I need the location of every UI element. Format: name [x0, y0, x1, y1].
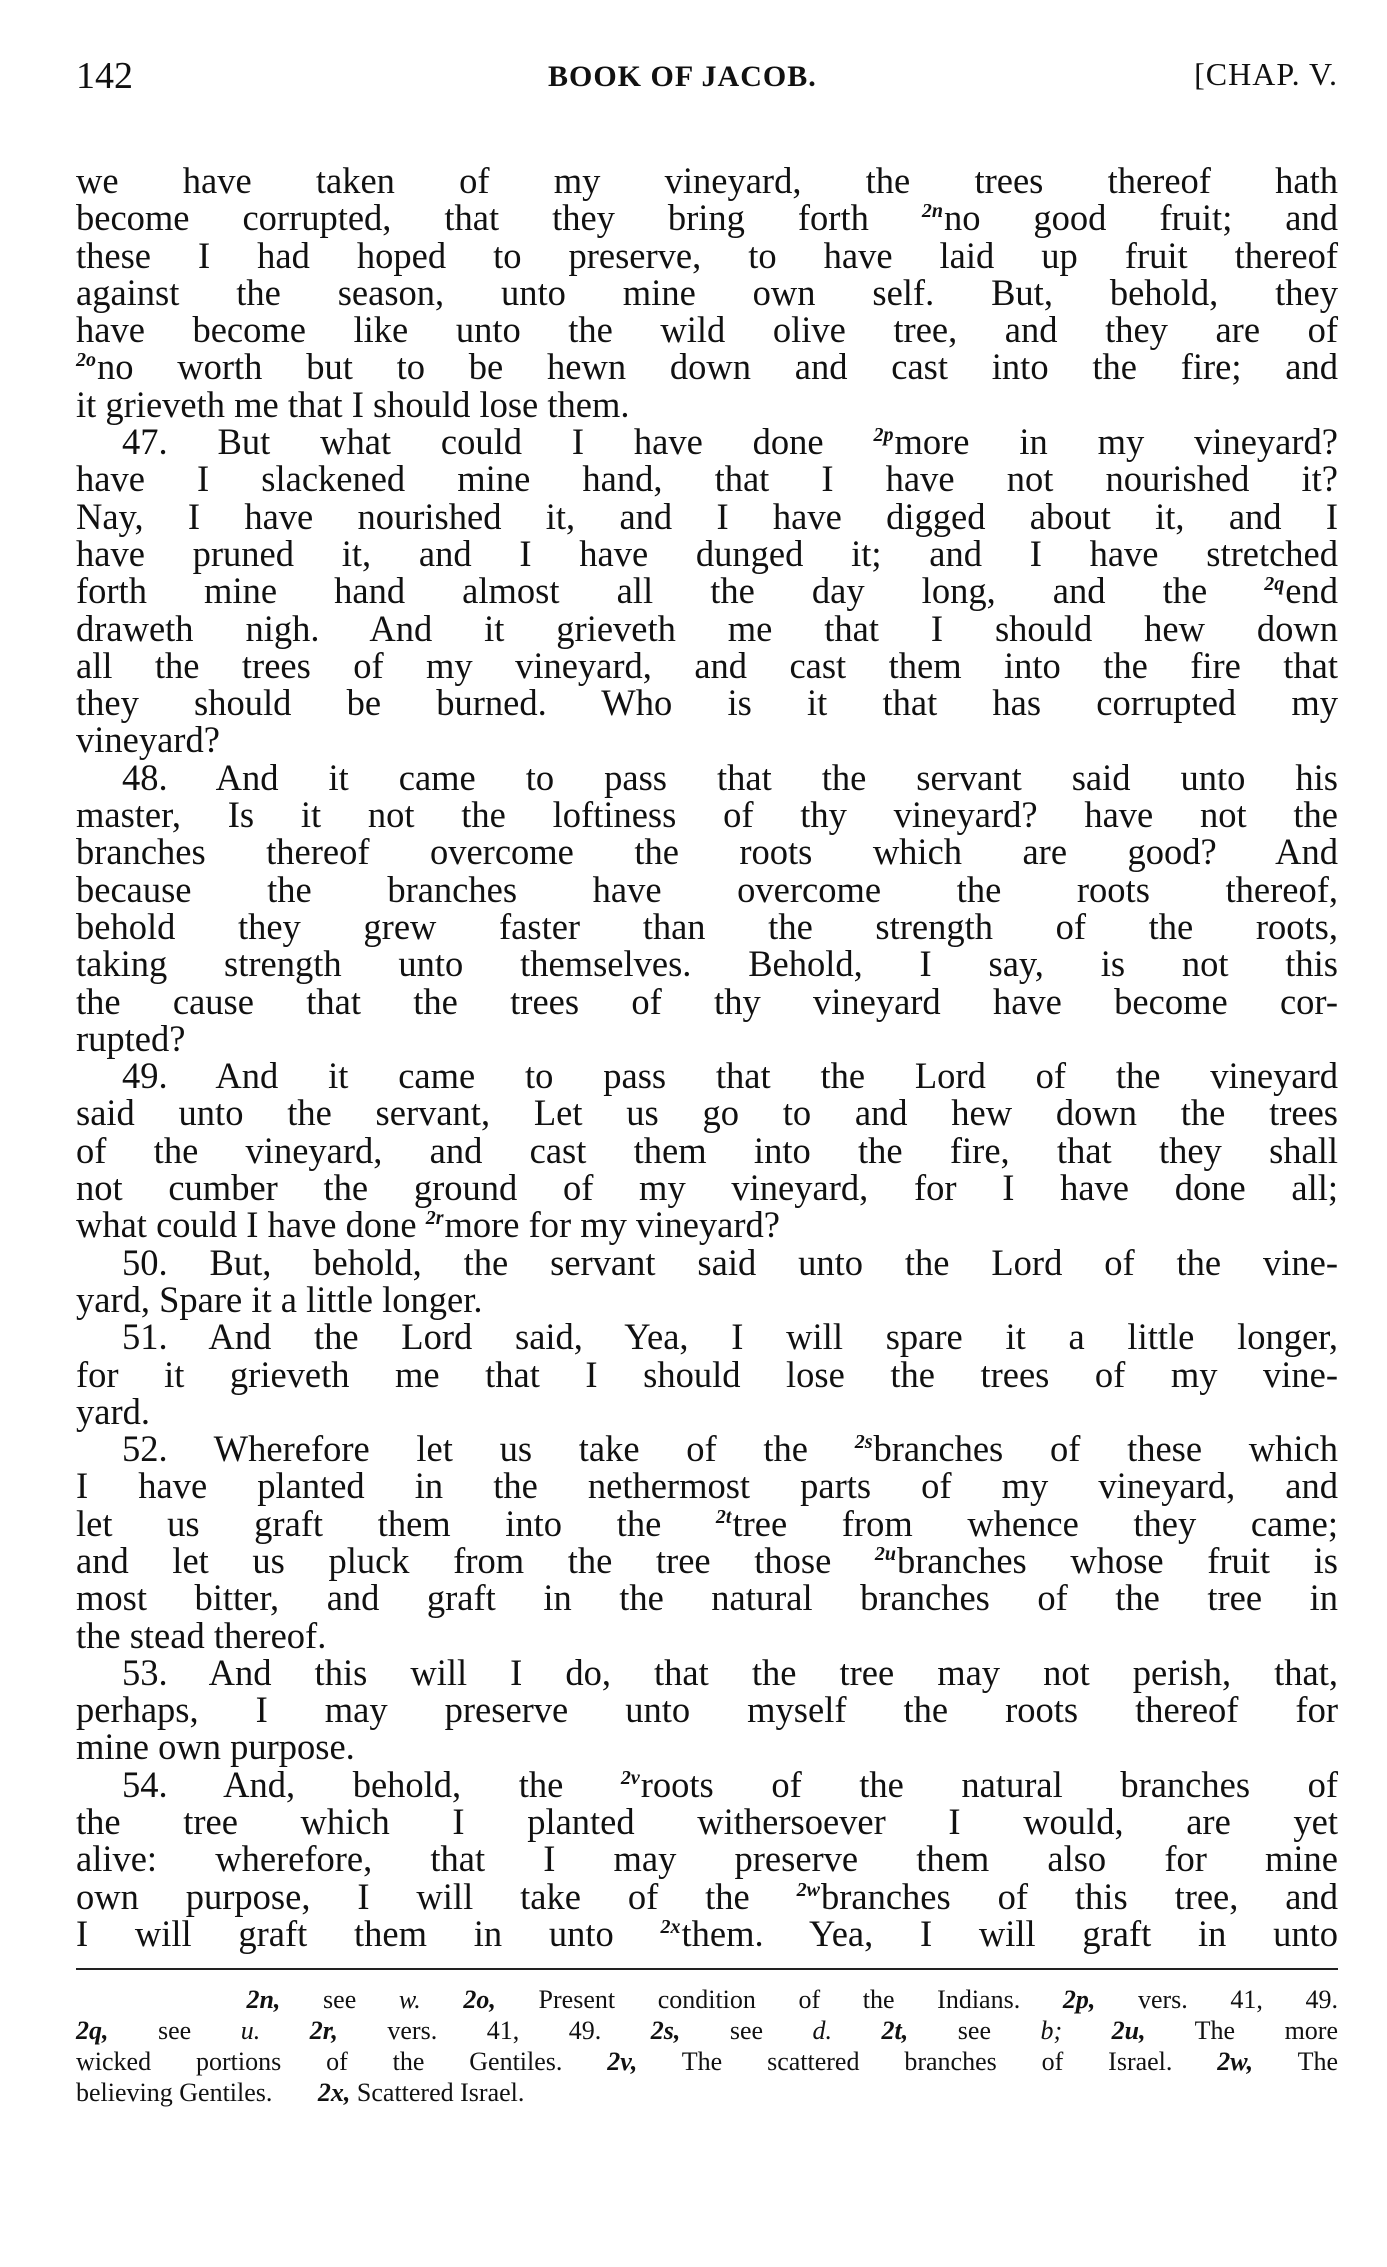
text-line: against the season, unto mine own self. But, behold, they — [76, 271, 1338, 313]
running-title: BOOK OF JACOB. — [548, 60, 817, 93]
text-line: behold they grew faster than the strength of the roots, — [76, 905, 1338, 947]
text-line: the cause that the trees of thy vineyard have become cor- — [76, 980, 1338, 1022]
text-line: have pruned it, and I have dunged it; and I have stretched — [76, 532, 1338, 574]
text-line: let us graft them into the $^{2t}$tree from whence they came; — [76, 1502, 1338, 1544]
text-line: forth mine hand almost all the day long, and the $^{2q}$end — [76, 570, 1338, 612]
text-line: these I had hoped to preserve, to have laid up fruit thereof — [76, 234, 1338, 276]
verse-52: 52. Wherefore let us take of the $^{2s}$branches of these which — [122, 1428, 1338, 1470]
footnote-label: 2o, — [463, 1985, 496, 2015]
page — [76, 54, 1338, 2108]
text-line: and let us pluck from the tree those $^{2u}$branches whose fruit is — [76, 1539, 1339, 1581]
verse-48: 48. And it came to pass that the servant said unto his — [122, 756, 1338, 798]
footnote-label: 2u, — [1111, 2016, 1146, 2046]
text-line: because the branches have overcome the roots thereof, — [76, 868, 1338, 910]
text-line: vineyard? — [76, 719, 220, 761]
text-line: most bitter, and graft in the natural branches of the tree in — [76, 1577, 1338, 1619]
text-line: mine own purpose. — [76, 1726, 355, 1768]
footnote-label: 2r, — [309, 2016, 338, 2046]
footnote-line: 2q, see u. 2r, vers. 41, 49. 2s, see d. 2t, see b; 2u, The more — [76, 2016, 1338, 2046]
text-line: own purpose, I will take of the $^{2w}$branches of this tree, and — [76, 1875, 1338, 1917]
footnote-marker: 2t — [715, 1505, 732, 1528]
text-line: I will graft them in unto $^{2x}$them. Yea, I will graft in unto — [76, 1912, 1338, 1954]
footnote-marker: 2q — [1264, 573, 1285, 596]
footnote-marker: 2v — [620, 1766, 640, 1789]
text-line: the stead thereof. — [76, 1614, 327, 1656]
text-line: I have planted in the nethermost parts of my vineyard, and — [76, 1465, 1338, 1507]
text-line: what could I have done $^{2r}$more for my vineyard? — [76, 1204, 780, 1246]
chapter-label: [CHAP. V. — [1194, 56, 1338, 92]
footnote-marker: 2s — [854, 1431, 873, 1454]
text-line: become corrupted, that they bring forth $^{2n}$no good fruit; and — [76, 197, 1339, 239]
text-line: said unto the servant, Let us go to and hew down the trees — [76, 1092, 1338, 1134]
text-line: taking strength unto themselves. Behold, I say, is not this — [76, 943, 1338, 985]
footnote-marker: 2u — [874, 1542, 897, 1565]
footnote-label: 2x, — [317, 2078, 351, 2108]
text-line: alive: wherefore, that I may preserve them also for mine — [76, 1838, 1338, 1880]
verse-47: 47. But what could I have done $^{2p}$more in my vineyard? — [122, 421, 1338, 463]
text-line: it grieveth me that I should lose them. — [76, 383, 630, 425]
verse-51: 51. And the Lord said, Yea, I will spare it a little longer, — [122, 1316, 1338, 1358]
text-line: yard. — [76, 1390, 150, 1432]
footnote-label: 2w, — [1217, 2047, 1254, 2077]
text-line: all the trees of my vineyard, and cast them into the fire that — [76, 644, 1338, 686]
text-line: for it grieveth me that I should lose the trees of my vine- — [76, 1353, 1338, 1395]
footnote-marker: 2r — [425, 1207, 444, 1230]
footnotes — [76, 1984, 1338, 2108]
text-line: $^{2o}$no worth but to be hewn down and cast into the fire; and — [76, 346, 1338, 388]
text-line: we have taken of my vineyard, the trees thereof hath — [76, 160, 1338, 201]
footnote-marker: 2n — [921, 200, 943, 223]
footnote-line: 2n, see w. 2o, Present condition of the Indians. 2p, vers. 41, 49. — [246, 1985, 1339, 2015]
text-line: have become like unto the wild olive tree, and they are of — [76, 309, 1338, 351]
footnote-line: wicked portions of the Gentiles. 2v, The scattered branches of Israel. 2w, The — [76, 2047, 1339, 2077]
footnote-divider — [76, 1968, 1338, 1970]
footnote-marker: 2o — [76, 349, 96, 372]
text-line: yard, Spare it a little longer. — [76, 1278, 483, 1320]
verse-54: 54. And, behold, the $^{2v}$roots of the natural branches of — [122, 1763, 1338, 1805]
text-line: they should be burned. Who is it that has corrupted my — [76, 682, 1338, 724]
text-line: master, Is it not the loftiness of thy vineyard? have not the — [76, 794, 1338, 836]
verse-50: 50. But, behold, the servant said unto the Lord of the vine- — [122, 1241, 1338, 1283]
page-number: 142 — [76, 55, 133, 97]
footnote-label: 2t, — [881, 2016, 909, 2046]
text-line: not cumber the ground of my vineyard, for I have done all; — [76, 1167, 1338, 1209]
text-line: Nay, I have nourished it, and I have digged about it, and I — [76, 495, 1338, 537]
footnote-label: 2s, — [650, 2016, 681, 2046]
verse-53: 53. And this will I do, that the tree may not perish, that, — [122, 1651, 1338, 1693]
footnote-label: 2q, — [76, 2016, 109, 2046]
footnote-marker: 2w — [796, 1878, 820, 1901]
footnote-marker: 2x — [660, 1915, 681, 1938]
text-line: branches thereof overcome the roots which are good? And — [76, 831, 1338, 873]
verse-49: 49. And it came to pass that the Lord of the vineyard — [122, 1055, 1338, 1097]
text-line: the tree which I planted withersoever I would, are yet — [76, 1801, 1338, 1843]
text-line: of the vineyard, and cast them into the fire, that they shall — [76, 1129, 1338, 1171]
footnote-marker: 2p — [873, 424, 894, 447]
page-header — [76, 54, 1338, 104]
footnote-label: 2n, — [246, 1985, 281, 2015]
text-line: draweth nigh. And it grieveth me that I should hew down — [76, 607, 1338, 649]
body-text — [76, 162, 1338, 1952]
footnote-label: 2v, — [607, 2047, 638, 2077]
text-line: have I slackened mine hand, that I have not nourished it? — [76, 458, 1338, 500]
text-line: perhaps, I may preserve unto myself the roots thereof for — [76, 1689, 1338, 1731]
footnote-label: 2p, — [1062, 1985, 1096, 2015]
footnote-line: believing Gentiles. 2x, Scattered Israel. — [76, 2078, 525, 2108]
text-line: rupted? — [76, 1017, 186, 1059]
